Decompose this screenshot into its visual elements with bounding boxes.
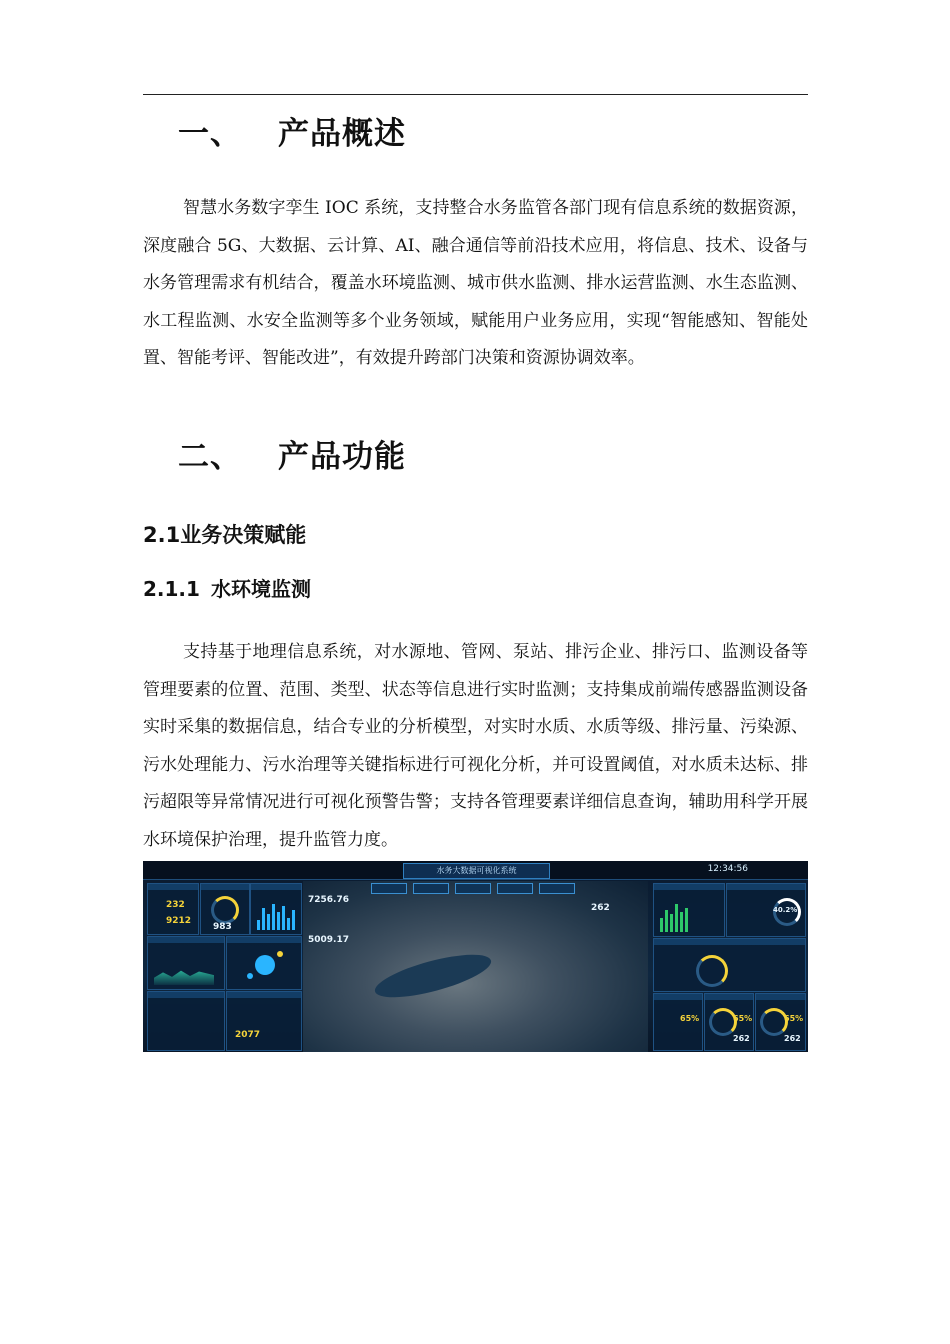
panel-header — [251, 884, 301, 890]
overview-paragraph: 智慧水务数字孪生 IOC 系统，支持整合水务监管各部门现有信息系统的数据资源，深度融合 5G、大数据、云计算、AI、融合通信等前沿技术应用，将信息、技术、设备与水务管理需求有机结合，覆盖水环境监测、城市供水监测、排水运营监测、水生态监测、水工程监测、水安全监测等多个业务领域，赋能用户业务应用，实现“智能感知、智能处置、智能考评、智能改进”，有效提升跨部门决策和资源协调效率。 — [143, 198, 808, 368]
right-panel-1 — [653, 883, 725, 937]
gauge-icon — [211, 896, 239, 924]
section-heading-overview: 一、 产品概述 — [178, 116, 406, 152]
panel-value: 9212 — [166, 916, 192, 926]
right-panel-3 — [653, 938, 806, 992]
panel-value: 65% — [680, 1014, 700, 1023]
gauge-icon — [696, 955, 728, 987]
right-panel-6 — [755, 993, 806, 1051]
panel-header — [756, 994, 805, 1000]
dashboard-title: 水务大数据可视化系统 — [403, 863, 550, 879]
right-panel-5 — [704, 993, 754, 1051]
area-chart — [154, 967, 214, 985]
dashboard-tab — [497, 883, 533, 894]
panel-header — [148, 992, 224, 998]
dashboard-tab — [413, 883, 449, 894]
subsection-heading: 2.1业务决策赋能 — [143, 523, 307, 547]
panel-value: 232 — [166, 900, 185, 910]
panel-value: 65% — [733, 1014, 753, 1023]
dashboard-clock: 12:34:56 — [707, 864, 748, 874]
section-heading-features: 二、 产品功能 — [178, 439, 406, 475]
left-panel-2 — [200, 883, 250, 935]
panel-header — [654, 994, 702, 1000]
left-panel-1 — [147, 883, 199, 935]
bar-chart — [660, 904, 688, 932]
panel-header — [227, 937, 301, 943]
left-panel-3 — [250, 883, 302, 935]
left-panel-5 — [226, 936, 302, 990]
map-value: 7256.76 — [308, 895, 349, 905]
bubble-chart — [247, 973, 253, 979]
panel-value: 262 — [733, 1034, 750, 1043]
header-rule — [143, 94, 808, 95]
dashboard-tab — [371, 883, 407, 894]
panel-header — [148, 937, 224, 943]
bar-chart — [257, 904, 295, 930]
map-value: 5009.17 — [308, 935, 349, 945]
left-panel-6 — [147, 991, 225, 1051]
panel-header — [148, 884, 198, 890]
panel-value: 983 — [213, 922, 232, 932]
subsubsection-heading: 2.1.1 水环境监测 — [143, 577, 311, 601]
map-value: 262 — [591, 903, 610, 913]
right-panel-4 — [653, 993, 703, 1051]
panel-header — [654, 939, 805, 945]
water-environment-paragraph: 支持基于地理信息系统，对水源地、管网、泵站、排污企业、排污口、监测设备等管理要素的位置、范围、类型、状态等信息进行实时监测；支持集成前端传感器监测设备实时采集的数据信息，结合专业的分析模型，对实时水质、水质等级、排污量、污染源、污水处理能力、污水治理等关键指标进行可视化分析，并可设置阈值，对水质未达标、排污超限等异常情况进行可视化预警告警；支持各管理要素详细信息查询，辅助用科学开展水环境保护治理，提升监管力度。 — [143, 642, 808, 850]
dashboard-tab — [539, 883, 575, 894]
dashboard-screenshot — [143, 861, 808, 1052]
panel-value: 65% — [784, 1014, 804, 1023]
panel-header — [705, 994, 753, 1000]
panel-header — [654, 884, 724, 890]
right-panel-2 — [726, 883, 806, 937]
panel-value: 262 — [784, 1034, 801, 1043]
panel-header — [727, 884, 805, 890]
panel-header — [227, 992, 301, 998]
dashboard-tabs — [371, 883, 575, 894]
bubble-chart — [277, 951, 283, 957]
bubble-chart — [255, 955, 275, 975]
panel-value: 40.2% — [773, 906, 798, 914]
dashboard-tab — [455, 883, 491, 894]
panel-header — [201, 884, 249, 890]
panel-value: 2077 — [235, 1030, 261, 1040]
left-panel-7 — [226, 991, 302, 1051]
left-panel-4 — [147, 936, 225, 990]
